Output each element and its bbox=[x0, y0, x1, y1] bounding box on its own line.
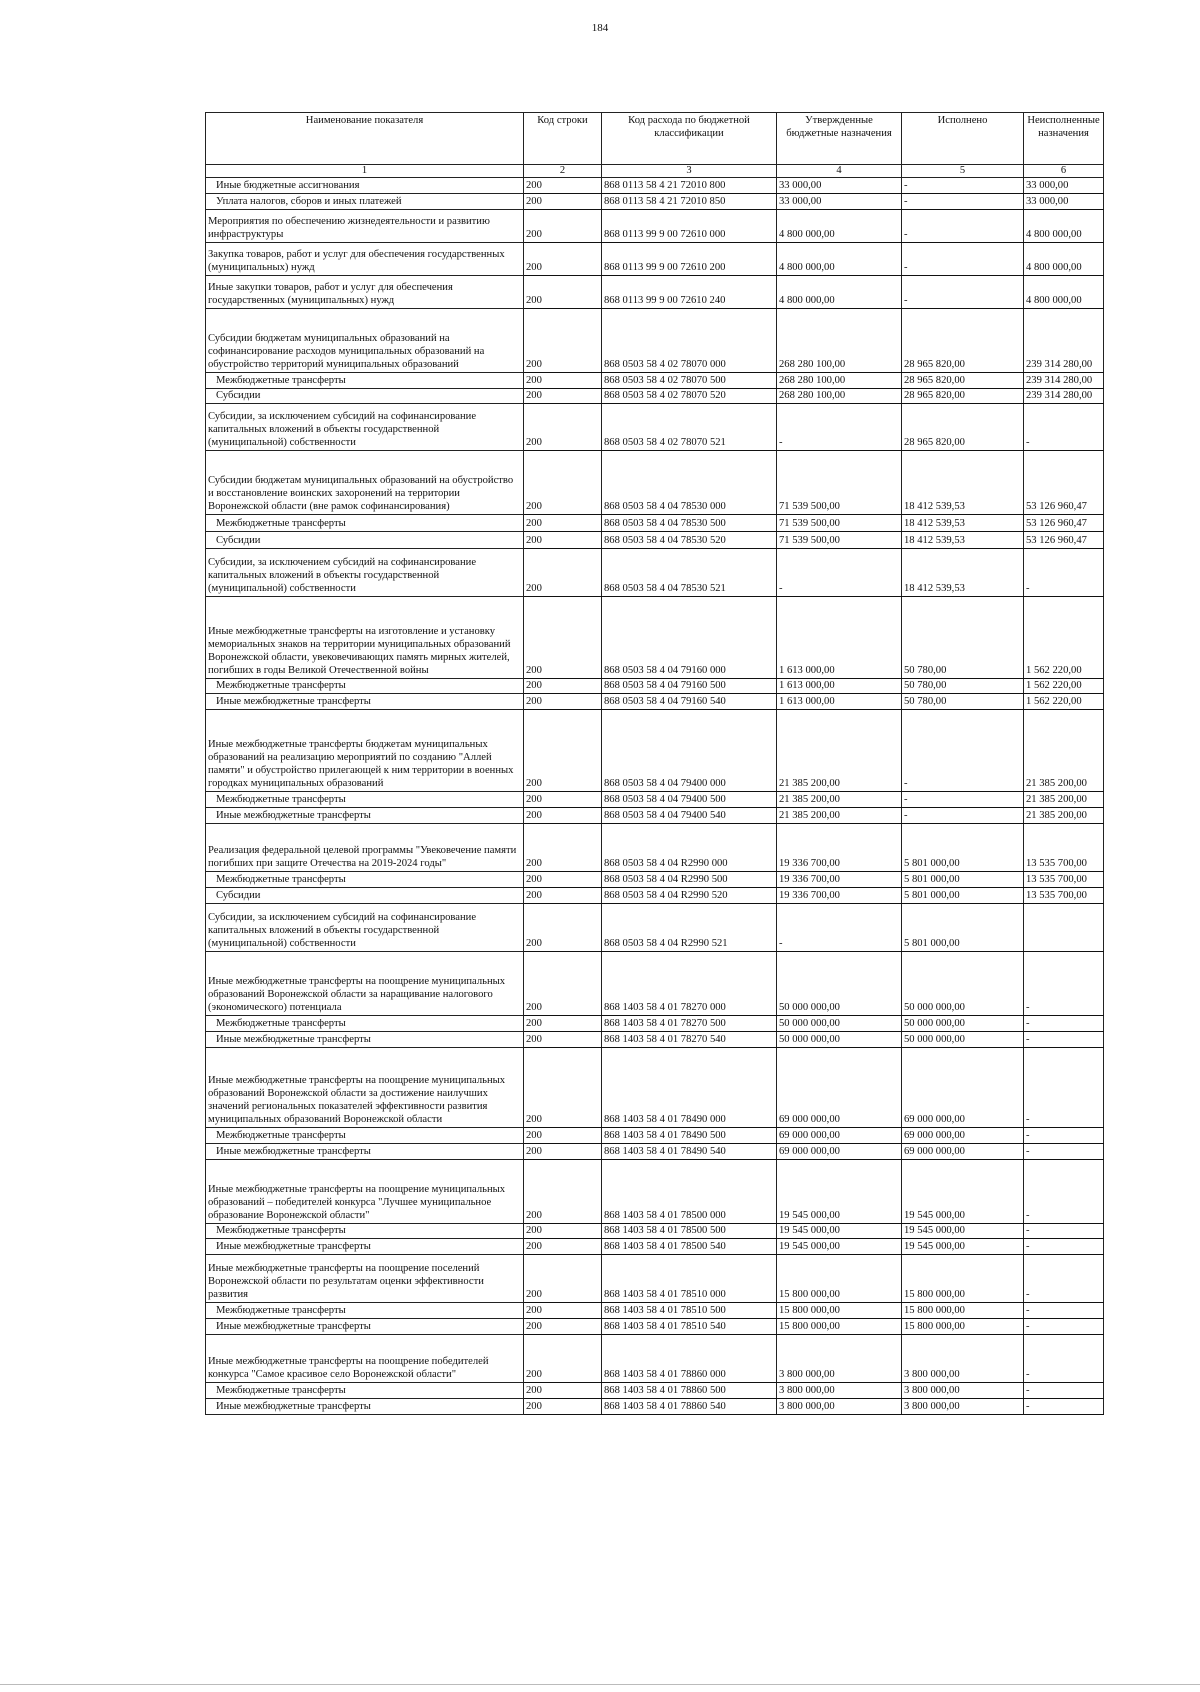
row-name-cell: Иные межбюджетные трансферты bbox=[206, 1032, 524, 1048]
row-executed-cell: - bbox=[902, 276, 1024, 309]
table-row bbox=[206, 808, 1104, 824]
row-expense-code-cell: 868 1403 58 4 01 78510 000 bbox=[602, 1255, 777, 1303]
row-expense-code-cell: 868 0113 99 9 00 72610 000 bbox=[602, 210, 777, 243]
table-row bbox=[206, 1048, 1104, 1128]
row-executed-cell: 69 000 000,00 bbox=[902, 1144, 1024, 1160]
row-name-cell: Субсидии, за исключением субсидий на софинансирование капитальных вложений в объекты государственной (муниципальной) собственности bbox=[206, 404, 524, 451]
row-expense-code-cell: 868 0503 58 4 04 79400 540 bbox=[602, 808, 777, 824]
column-number-row bbox=[206, 165, 1104, 178]
row-executed-cell: 18 412 539,53 bbox=[902, 515, 1024, 532]
row-unexecuted-cell: - bbox=[1024, 1144, 1104, 1160]
row-executed-cell: 50 000 000,00 bbox=[902, 952, 1024, 1016]
row-expense-code-cell: 868 0503 58 4 04 R2990 520 bbox=[602, 888, 777, 904]
row-line-code-cell: 200 bbox=[524, 694, 602, 710]
row-unexecuted-cell: - bbox=[1024, 1319, 1104, 1335]
row-executed-cell: - bbox=[902, 194, 1024, 210]
row-expense-code-cell: 868 1403 58 4 01 78490 000 bbox=[602, 1048, 777, 1128]
row-name-cell: Иные межбюджетные трансферты bbox=[206, 1399, 524, 1415]
row-executed-cell: 5 801 000,00 bbox=[902, 824, 1024, 872]
row-approved-cell: 19 336 700,00 bbox=[777, 824, 902, 872]
row-unexecuted-cell: 21 385 200,00 bbox=[1024, 808, 1104, 824]
row-unexecuted-cell: 53 126 960,47 bbox=[1024, 532, 1104, 549]
row-name-cell: Иные межбюджетные трансферты bbox=[206, 1144, 524, 1160]
row-executed-cell: - bbox=[902, 178, 1024, 194]
row-unexecuted-cell: - bbox=[1024, 1048, 1104, 1128]
page-edge-line bbox=[0, 1684, 1200, 1685]
row-name-cell: Межбюджетные трансферты bbox=[206, 1224, 524, 1239]
row-name-cell: Иные межбюджетные трансферты bbox=[206, 694, 524, 710]
row-expense-code-cell: 868 0503 58 4 04 R2990 000 bbox=[602, 824, 777, 872]
row-approved-cell: 1 613 000,00 bbox=[777, 679, 902, 694]
row-name-cell: Межбюджетные трансферты bbox=[206, 792, 524, 808]
row-expense-code-cell: 868 1403 58 4 01 78270 540 bbox=[602, 1032, 777, 1048]
column-number: 1 bbox=[206, 165, 524, 178]
row-line-code-cell: 200 bbox=[524, 515, 602, 532]
row-unexecuted-cell: 239 314 280,00 bbox=[1024, 373, 1104, 389]
row-unexecuted-cell: 239 314 280,00 bbox=[1024, 309, 1104, 373]
row-name-cell: Иные межбюджетные трансферты bbox=[206, 808, 524, 824]
row-executed-cell: - bbox=[902, 243, 1024, 276]
row-approved-cell: 3 800 000,00 bbox=[777, 1335, 902, 1383]
table-row bbox=[206, 1303, 1104, 1319]
row-executed-cell: 28 965 820,00 bbox=[902, 404, 1024, 451]
row-unexecuted-cell: - bbox=[1024, 1335, 1104, 1383]
row-name-cell: Субсидии бюджетам муниципальных образований на софинансирование расходов муниципальных образований на обустройство территорий муниципальных образований bbox=[206, 309, 524, 373]
row-line-code-cell: 200 bbox=[524, 1303, 602, 1319]
row-unexecuted-cell: 21 385 200,00 bbox=[1024, 710, 1104, 792]
row-approved-cell: - bbox=[777, 404, 902, 451]
row-name-cell: Межбюджетные трансферты bbox=[206, 1016, 524, 1032]
row-expense-code-cell: 868 0113 58 4 21 72010 850 bbox=[602, 194, 777, 210]
row-name-cell: Межбюджетные трансферты bbox=[206, 1128, 524, 1144]
row-executed-cell: 18 412 539,53 bbox=[902, 451, 1024, 515]
table-row bbox=[206, 1319, 1104, 1335]
row-line-code-cell: 200 bbox=[524, 1016, 602, 1032]
row-executed-cell: 28 965 820,00 bbox=[902, 373, 1024, 389]
table-row bbox=[206, 1032, 1104, 1048]
row-unexecuted-cell: - bbox=[1024, 404, 1104, 451]
table-row bbox=[206, 1128, 1104, 1144]
row-executed-cell: 69 000 000,00 bbox=[902, 1128, 1024, 1144]
row-executed-cell: - bbox=[902, 710, 1024, 792]
header-indicator-name: Наименование показателя bbox=[305, 115, 424, 126]
header-approved: Утвержденные бюджетные назначения bbox=[777, 113, 902, 165]
row-expense-code-cell: 868 0113 58 4 21 72010 800 bbox=[602, 178, 777, 194]
row-approved-cell: 3 800 000,00 bbox=[777, 1399, 902, 1415]
row-executed-cell: 3 800 000,00 bbox=[902, 1335, 1024, 1383]
row-executed-cell: 69 000 000,00 bbox=[902, 1048, 1024, 1128]
header-executed: Исполнено bbox=[902, 113, 1024, 165]
row-line-code-cell: 200 bbox=[524, 888, 602, 904]
row-line-code-cell: 200 bbox=[524, 808, 602, 824]
row-unexecuted-cell: 33 000,00 bbox=[1024, 194, 1104, 210]
row-expense-code-cell: 868 0503 58 4 04 78530 520 bbox=[602, 532, 777, 549]
table-row bbox=[206, 1160, 1104, 1224]
row-line-code-cell: 200 bbox=[524, 1399, 602, 1415]
row-line-code-cell: 200 bbox=[524, 679, 602, 694]
row-unexecuted-cell: 1 562 220,00 bbox=[1024, 679, 1104, 694]
table-row bbox=[206, 904, 1104, 952]
row-line-code-cell: 200 bbox=[524, 532, 602, 549]
table-row bbox=[206, 888, 1104, 904]
row-line-code-cell: 200 bbox=[524, 872, 602, 888]
row-line-code-cell: 200 bbox=[524, 1255, 602, 1303]
row-expense-code-cell: 868 0503 58 4 04 78530 521 bbox=[602, 549, 777, 597]
row-unexecuted-cell: - bbox=[1024, 1239, 1104, 1255]
row-approved-cell: 50 000 000,00 bbox=[777, 1032, 902, 1048]
row-executed-cell: 19 545 000,00 bbox=[902, 1160, 1024, 1224]
table-row bbox=[206, 952, 1104, 1016]
row-approved-cell: 268 280 100,00 bbox=[777, 389, 902, 404]
column-number: 3 bbox=[602, 165, 777, 178]
row-line-code-cell: 200 bbox=[524, 1160, 602, 1224]
row-approved-cell: 4 800 000,00 bbox=[777, 276, 902, 309]
row-expense-code-cell: 868 0113 99 9 00 72610 200 bbox=[602, 243, 777, 276]
table-row bbox=[206, 1144, 1104, 1160]
row-unexecuted-cell: - bbox=[1024, 1383, 1104, 1399]
row-approved-cell: - bbox=[777, 904, 902, 952]
row-line-code-cell: 200 bbox=[524, 309, 602, 373]
row-unexecuted-cell: - bbox=[1024, 549, 1104, 597]
row-line-code-cell: 200 bbox=[524, 952, 602, 1016]
row-expense-code-cell: 868 0503 58 4 02 78070 520 bbox=[602, 389, 777, 404]
row-approved-cell: 3 800 000,00 bbox=[777, 1383, 902, 1399]
row-line-code-cell: 200 bbox=[524, 1335, 602, 1383]
row-line-code-cell: 200 bbox=[524, 1144, 602, 1160]
row-approved-cell: 71 539 500,00 bbox=[777, 532, 902, 549]
column-number: 2 bbox=[524, 165, 602, 178]
row-line-code-cell: 200 bbox=[524, 549, 602, 597]
row-name-cell: Реализация федеральной целевой программы "Увековечение памяти погибших при защите Отечества на 2019-2024 годы" bbox=[206, 824, 524, 872]
row-expense-code-cell: 868 0503 58 4 02 78070 000 bbox=[602, 309, 777, 373]
row-approved-cell: 69 000 000,00 bbox=[777, 1048, 902, 1128]
row-name-cell: Иные межбюджетные трансферты bbox=[206, 1239, 524, 1255]
row-unexecuted-cell: - bbox=[1024, 952, 1104, 1016]
table-row bbox=[206, 1335, 1104, 1383]
row-executed-cell: 5 801 000,00 bbox=[902, 904, 1024, 952]
row-expense-code-cell: 868 1403 58 4 01 78490 540 bbox=[602, 1144, 777, 1160]
row-approved-cell: 19 336 700,00 bbox=[777, 888, 902, 904]
row-name-cell: Мероприятия по обеспечению жизнедеятельности и развитию инфраструктуры bbox=[206, 210, 524, 243]
row-executed-cell: 50 000 000,00 bbox=[902, 1016, 1024, 1032]
row-approved-cell: 21 385 200,00 bbox=[777, 710, 902, 792]
header-expense-code: Код расхода по бюджетной классификации bbox=[602, 113, 777, 165]
table-row bbox=[206, 824, 1104, 872]
row-name-cell: Субсидии bbox=[206, 389, 524, 404]
row-approved-cell: 15 800 000,00 bbox=[777, 1255, 902, 1303]
row-line-code-cell: 200 bbox=[524, 1128, 602, 1144]
row-line-code-cell: 200 bbox=[524, 373, 602, 389]
row-line-code-cell: 200 bbox=[524, 404, 602, 451]
row-expense-code-cell: 868 1403 58 4 01 78860 540 bbox=[602, 1399, 777, 1415]
row-approved-cell: 50 000 000,00 bbox=[777, 952, 902, 1016]
row-unexecuted-cell: 239 314 280,00 bbox=[1024, 389, 1104, 404]
row-executed-cell: 19 545 000,00 bbox=[902, 1239, 1024, 1255]
table-row bbox=[206, 597, 1104, 679]
table-row bbox=[206, 1224, 1104, 1239]
row-executed-cell: 5 801 000,00 bbox=[902, 888, 1024, 904]
row-unexecuted-cell: - bbox=[1024, 1016, 1104, 1032]
row-line-code-cell: 200 bbox=[524, 194, 602, 210]
row-line-code-cell: 200 bbox=[524, 1383, 602, 1399]
row-approved-cell: 69 000 000,00 bbox=[777, 1144, 902, 1160]
row-approved-cell: 71 539 500,00 bbox=[777, 451, 902, 515]
row-unexecuted-cell: 1 562 220,00 bbox=[1024, 597, 1104, 679]
row-expense-code-cell: 868 0503 58 4 04 R2990 500 bbox=[602, 872, 777, 888]
row-name-cell: Закупка товаров, работ и услуг для обеспечения государственных (муниципальных) нужд bbox=[206, 243, 524, 276]
row-expense-code-cell: 868 0503 58 4 04 79160 540 bbox=[602, 694, 777, 710]
row-approved-cell: 1 613 000,00 bbox=[777, 597, 902, 679]
row-executed-cell: - bbox=[902, 210, 1024, 243]
row-name-cell: Межбюджетные трансферты bbox=[206, 373, 524, 389]
row-executed-cell: 28 965 820,00 bbox=[902, 309, 1024, 373]
table-row bbox=[206, 1399, 1104, 1415]
row-name-cell: Межбюджетные трансферты bbox=[206, 515, 524, 532]
row-executed-cell: 15 800 000,00 bbox=[902, 1319, 1024, 1335]
row-executed-cell: 18 412 539,53 bbox=[902, 532, 1024, 549]
row-expense-code-cell: 868 1403 58 4 01 78510 540 bbox=[602, 1319, 777, 1335]
row-unexecuted-cell: 53 126 960,47 bbox=[1024, 451, 1104, 515]
row-executed-cell: 5 801 000,00 bbox=[902, 872, 1024, 888]
row-expense-code-cell: 868 0113 99 9 00 72610 240 bbox=[602, 276, 777, 309]
row-line-code-cell: 200 bbox=[524, 904, 602, 952]
column-number: 6 bbox=[1024, 165, 1104, 178]
row-expense-code-cell: 868 1403 58 4 01 78500 500 bbox=[602, 1224, 777, 1239]
row-unexecuted-cell: 1 562 220,00 bbox=[1024, 694, 1104, 710]
row-executed-cell: - bbox=[902, 808, 1024, 824]
table-row bbox=[206, 404, 1104, 451]
table-row bbox=[206, 276, 1104, 309]
row-approved-cell: 50 000 000,00 bbox=[777, 1016, 902, 1032]
page-number: 184 bbox=[591, 22, 609, 34]
table-row bbox=[206, 1255, 1104, 1303]
row-name-cell: Межбюджетные трансферты bbox=[206, 679, 524, 694]
row-executed-cell: - bbox=[902, 792, 1024, 808]
row-approved-cell: 268 280 100,00 bbox=[777, 373, 902, 389]
row-expense-code-cell: 868 1403 58 4 01 78490 500 bbox=[602, 1128, 777, 1144]
row-expense-code-cell: 868 1403 58 4 01 78270 500 bbox=[602, 1016, 777, 1032]
row-line-code-cell: 200 bbox=[524, 824, 602, 872]
row-expense-code-cell: 868 0503 58 4 04 79160 000 bbox=[602, 597, 777, 679]
row-unexecuted-cell bbox=[1024, 904, 1104, 952]
row-approved-cell: 19 545 000,00 bbox=[777, 1239, 902, 1255]
row-line-code-cell: 200 bbox=[524, 597, 602, 679]
row-unexecuted-cell: - bbox=[1024, 1303, 1104, 1319]
row-unexecuted-cell: - bbox=[1024, 1160, 1104, 1224]
row-expense-code-cell: 868 1403 58 4 01 78500 540 bbox=[602, 1239, 777, 1255]
table-row bbox=[206, 389, 1104, 404]
row-approved-cell: 19 545 000,00 bbox=[777, 1224, 902, 1239]
table-row bbox=[206, 710, 1104, 792]
table-row bbox=[206, 309, 1104, 373]
row-line-code-cell: 200 bbox=[524, 792, 602, 808]
row-name-cell: Иные межбюджетные трансферты на поощрение муниципальных образований – победителей конкурса "Лучшее муниципальное образование Воронежской области" bbox=[206, 1160, 524, 1224]
row-line-code-cell: 200 bbox=[524, 178, 602, 194]
table-row bbox=[206, 178, 1104, 194]
table-row bbox=[206, 679, 1104, 694]
row-approved-cell: 15 800 000,00 bbox=[777, 1319, 902, 1335]
row-approved-cell: - bbox=[777, 549, 902, 597]
row-name-cell: Иные межбюджетные трансферты на поощрение муниципальных образований Воронежской области за наращивание налогового (экономического) потенциала bbox=[206, 952, 524, 1016]
table-row bbox=[206, 694, 1104, 710]
row-expense-code-cell: 868 0503 58 4 02 78070 500 bbox=[602, 373, 777, 389]
row-line-code-cell: 200 bbox=[524, 451, 602, 515]
row-executed-cell: 3 800 000,00 bbox=[902, 1399, 1024, 1415]
row-line-code-cell: 200 bbox=[524, 1048, 602, 1128]
table-row bbox=[206, 1383, 1104, 1399]
column-number: 5 bbox=[902, 165, 1024, 178]
row-line-code-cell: 200 bbox=[524, 210, 602, 243]
row-executed-cell: 18 412 539,53 bbox=[902, 549, 1024, 597]
row-expense-code-cell: 868 0503 58 4 04 79400 000 bbox=[602, 710, 777, 792]
row-approved-cell: 69 000 000,00 bbox=[777, 1128, 902, 1144]
row-unexecuted-cell: 33 000,00 bbox=[1024, 178, 1104, 194]
row-line-code-cell: 200 bbox=[524, 1319, 602, 1335]
row-unexecuted-cell: - bbox=[1024, 1255, 1104, 1303]
row-expense-code-cell: 868 0503 58 4 04 78530 000 bbox=[602, 451, 777, 515]
row-unexecuted-cell: 13 535 700,00 bbox=[1024, 872, 1104, 888]
row-executed-cell: 50 780,00 bbox=[902, 679, 1024, 694]
row-approved-cell: 19 545 000,00 bbox=[777, 1160, 902, 1224]
row-executed-cell: 15 800 000,00 bbox=[902, 1255, 1024, 1303]
table-row bbox=[206, 210, 1104, 243]
row-name-cell: Межбюджетные трансферты bbox=[206, 1383, 524, 1399]
table-row bbox=[206, 1016, 1104, 1032]
row-name-cell: Иные закупки товаров, работ и услуг для обеспечения государственных (муниципальных) нужд bbox=[206, 276, 524, 309]
row-expense-code-cell: 868 1403 58 4 01 78500 000 bbox=[602, 1160, 777, 1224]
row-approved-cell: 1 613 000,00 bbox=[777, 694, 902, 710]
row-approved-cell: 33 000,00 bbox=[777, 194, 902, 210]
row-name-cell: Иные межбюджетные трансферты на поощрение поселений Воронежской области по результатам оценки эффективности развития bbox=[206, 1255, 524, 1303]
table-row bbox=[206, 1239, 1104, 1255]
row-name-cell: Субсидии bbox=[206, 532, 524, 549]
table-row bbox=[206, 549, 1104, 597]
table-row bbox=[206, 194, 1104, 210]
row-expense-code-cell: 868 1403 58 4 01 78270 000 bbox=[602, 952, 777, 1016]
row-line-code-cell: 200 bbox=[524, 389, 602, 404]
row-approved-cell: 71 539 500,00 bbox=[777, 515, 902, 532]
row-line-code-cell: 200 bbox=[524, 243, 602, 276]
row-unexecuted-cell: 4 800 000,00 bbox=[1024, 243, 1104, 276]
row-line-code-cell: 200 bbox=[524, 1032, 602, 1048]
row-line-code-cell: 200 bbox=[524, 710, 602, 792]
row-executed-cell: 3 800 000,00 bbox=[902, 1383, 1024, 1399]
row-unexecuted-cell: - bbox=[1024, 1032, 1104, 1048]
row-name-cell: Субсидии bbox=[206, 888, 524, 904]
table-row bbox=[206, 515, 1104, 532]
row-name-cell: Уплата налогов, сборов и иных платежей bbox=[206, 194, 524, 210]
row-unexecuted-cell: - bbox=[1024, 1224, 1104, 1239]
row-expense-code-cell: 868 0503 58 4 04 79400 500 bbox=[602, 792, 777, 808]
row-unexecuted-cell: 4 800 000,00 bbox=[1024, 210, 1104, 243]
row-expense-code-cell: 868 0503 58 4 04 79160 500 bbox=[602, 679, 777, 694]
row-unexecuted-cell: - bbox=[1024, 1399, 1104, 1415]
row-name-cell: Межбюджетные трансферты bbox=[206, 872, 524, 888]
row-expense-code-cell: 868 0503 58 4 02 78070 521 bbox=[602, 404, 777, 451]
header-line-code: Код строки bbox=[524, 113, 602, 165]
row-approved-cell: 21 385 200,00 bbox=[777, 808, 902, 824]
row-line-code-cell: 200 bbox=[524, 276, 602, 309]
row-name-cell: Иные межбюджетные трансферты на поощрение муниципальных образований Воронежской области за достижение наилучших значений региональных показателей эффективности развития муниципальных образований Воронежской области bbox=[206, 1048, 524, 1128]
table-row bbox=[206, 243, 1104, 276]
row-executed-cell: 19 545 000,00 bbox=[902, 1224, 1024, 1239]
table-row bbox=[206, 872, 1104, 888]
row-unexecuted-cell: - bbox=[1024, 1128, 1104, 1144]
row-line-code-cell: 200 bbox=[524, 1239, 602, 1255]
row-name-cell: Иные бюджетные ассигнования bbox=[206, 178, 524, 194]
row-expense-code-cell: 868 1403 58 4 01 78860 000 bbox=[602, 1335, 777, 1383]
row-approved-cell: 19 336 700,00 bbox=[777, 872, 902, 888]
row-executed-cell: 50 000 000,00 bbox=[902, 1032, 1024, 1048]
row-name-cell: Субсидии, за исключением субсидий на софинансирование капитальных вложений в объекты государственной (муниципальной) собственности bbox=[206, 904, 524, 952]
row-executed-cell: 50 780,00 bbox=[902, 597, 1024, 679]
table-row bbox=[206, 373, 1104, 389]
row-line-code-cell: 200 bbox=[524, 1224, 602, 1239]
row-unexecuted-cell: 13 535 700,00 bbox=[1024, 888, 1104, 904]
table-header-row bbox=[206, 113, 1104, 165]
table-row bbox=[206, 532, 1104, 549]
table-row bbox=[206, 451, 1104, 515]
row-unexecuted-cell: 13 535 700,00 bbox=[1024, 824, 1104, 872]
row-unexecuted-cell: 53 126 960,47 bbox=[1024, 515, 1104, 532]
row-name-cell: Иные межбюджетные трансферты на изготовление и установку мемориальных знаков на территории муниципальных образований Воронежской области, увековечивающих память мирных жителей, погибших в годы Великой Отечественной войны bbox=[206, 597, 524, 679]
row-unexecuted-cell: 4 800 000,00 bbox=[1024, 276, 1104, 309]
row-approved-cell: 4 800 000,00 bbox=[777, 210, 902, 243]
row-name-cell: Субсидии, за исключением субсидий на софинансирование капитальных вложений в объекты государственной (муниципальной) собственности bbox=[206, 549, 524, 597]
row-executed-cell: 50 780,00 bbox=[902, 694, 1024, 710]
row-executed-cell: 28 965 820,00 bbox=[902, 389, 1024, 404]
row-name-cell: Межбюджетные трансферты bbox=[206, 1303, 524, 1319]
row-approved-cell: 15 800 000,00 bbox=[777, 1303, 902, 1319]
row-expense-code-cell: 868 0503 58 4 04 78530 500 bbox=[602, 515, 777, 532]
row-approved-cell: 21 385 200,00 bbox=[777, 792, 902, 808]
row-name-cell: Иные межбюджетные трансферты бюджетам муниципальных образований на реализацию мероприятий по созданию "Аллей памяти" и обустройство прилегающей к ним территории в военных городках муниципальных образований bbox=[206, 710, 524, 792]
row-executed-cell: 15 800 000,00 bbox=[902, 1303, 1024, 1319]
row-unexecuted-cell: 21 385 200,00 bbox=[1024, 792, 1104, 808]
row-expense-code-cell: 868 0503 58 4 04 R2990 521 bbox=[602, 904, 777, 952]
row-name-cell: Субсидии бюджетам муниципальных образований на обустройство и восстановление воинских захоронений на территории Воронежской области (вне рамок софинансирования) bbox=[206, 451, 524, 515]
row-expense-code-cell: 868 1403 58 4 01 78510 500 bbox=[602, 1303, 777, 1319]
row-expense-code-cell: 868 1403 58 4 01 78860 500 bbox=[602, 1383, 777, 1399]
row-name-cell: Иные межбюджетные трансферты на поощрение победителей конкурса "Самое красивое село Воронежской области" bbox=[206, 1335, 524, 1383]
table-row bbox=[206, 792, 1104, 808]
row-approved-cell: 268 280 100,00 bbox=[777, 309, 902, 373]
header-unexecuted: Неисполненные назначения bbox=[1024, 113, 1104, 165]
table-body bbox=[206, 178, 1104, 1415]
row-approved-cell: 33 000,00 bbox=[777, 178, 902, 194]
column-number: 4 bbox=[777, 165, 902, 178]
row-approved-cell: 4 800 000,00 bbox=[777, 243, 902, 276]
row-name-cell: Иные межбюджетные трансферты bbox=[206, 1319, 524, 1335]
budget-execution-table bbox=[205, 112, 1104, 1415]
